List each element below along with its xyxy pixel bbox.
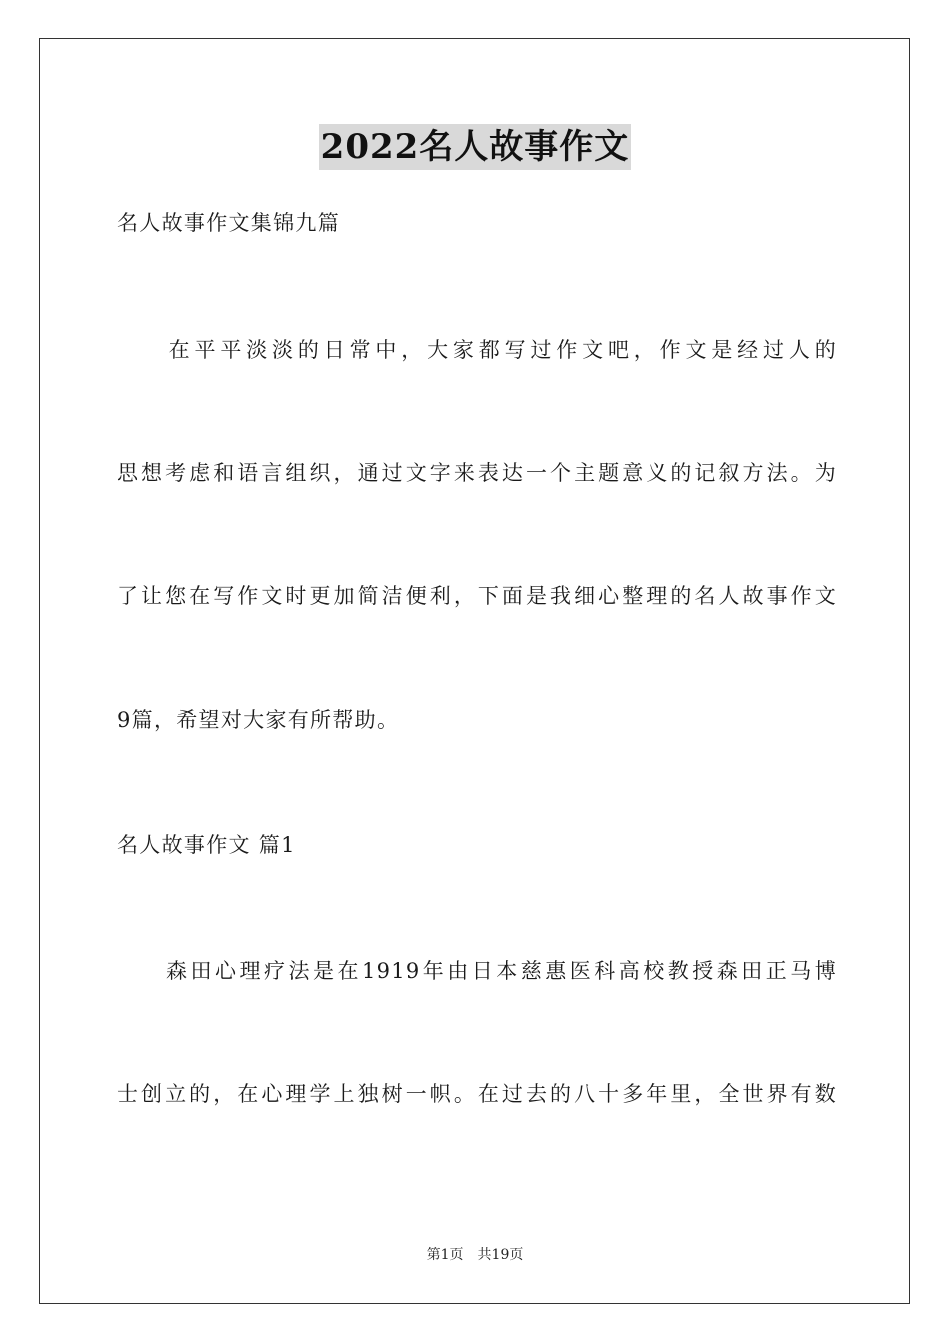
body-line-2: 士创立的，在心理学上独树一帜。在过去的八十多年里，全世界有数	[117, 1082, 837, 1106]
document-title: 2022名人故事作文	[319, 124, 632, 170]
page-footer: 第1页 共19页	[426, 1247, 524, 1263]
section-heading: 名人故事作文 篇1	[117, 833, 296, 857]
intro-line-2: 思想考虑和语言组织，通过文字来表达一个主题意义的记叙方法。为	[117, 461, 837, 485]
title-container	[0, 124, 950, 170]
intro-line-1: 在平平淡淡的日常中，大家都写过作文吧，作文是经过人的	[117, 338, 837, 362]
intro-line-4: 9篇，希望对大家有所帮助。	[117, 708, 400, 732]
intro-line-3: 了让您在写作文时更加简洁便利，下面是我细心整理的名人故事作文	[117, 584, 837, 608]
body-line-1: 森田心理疗法是在1919年由日本慈惠医科高校教授森田正马博	[117, 959, 837, 983]
document-subtitle: 名人故事作文集锦九篇	[117, 211, 340, 235]
